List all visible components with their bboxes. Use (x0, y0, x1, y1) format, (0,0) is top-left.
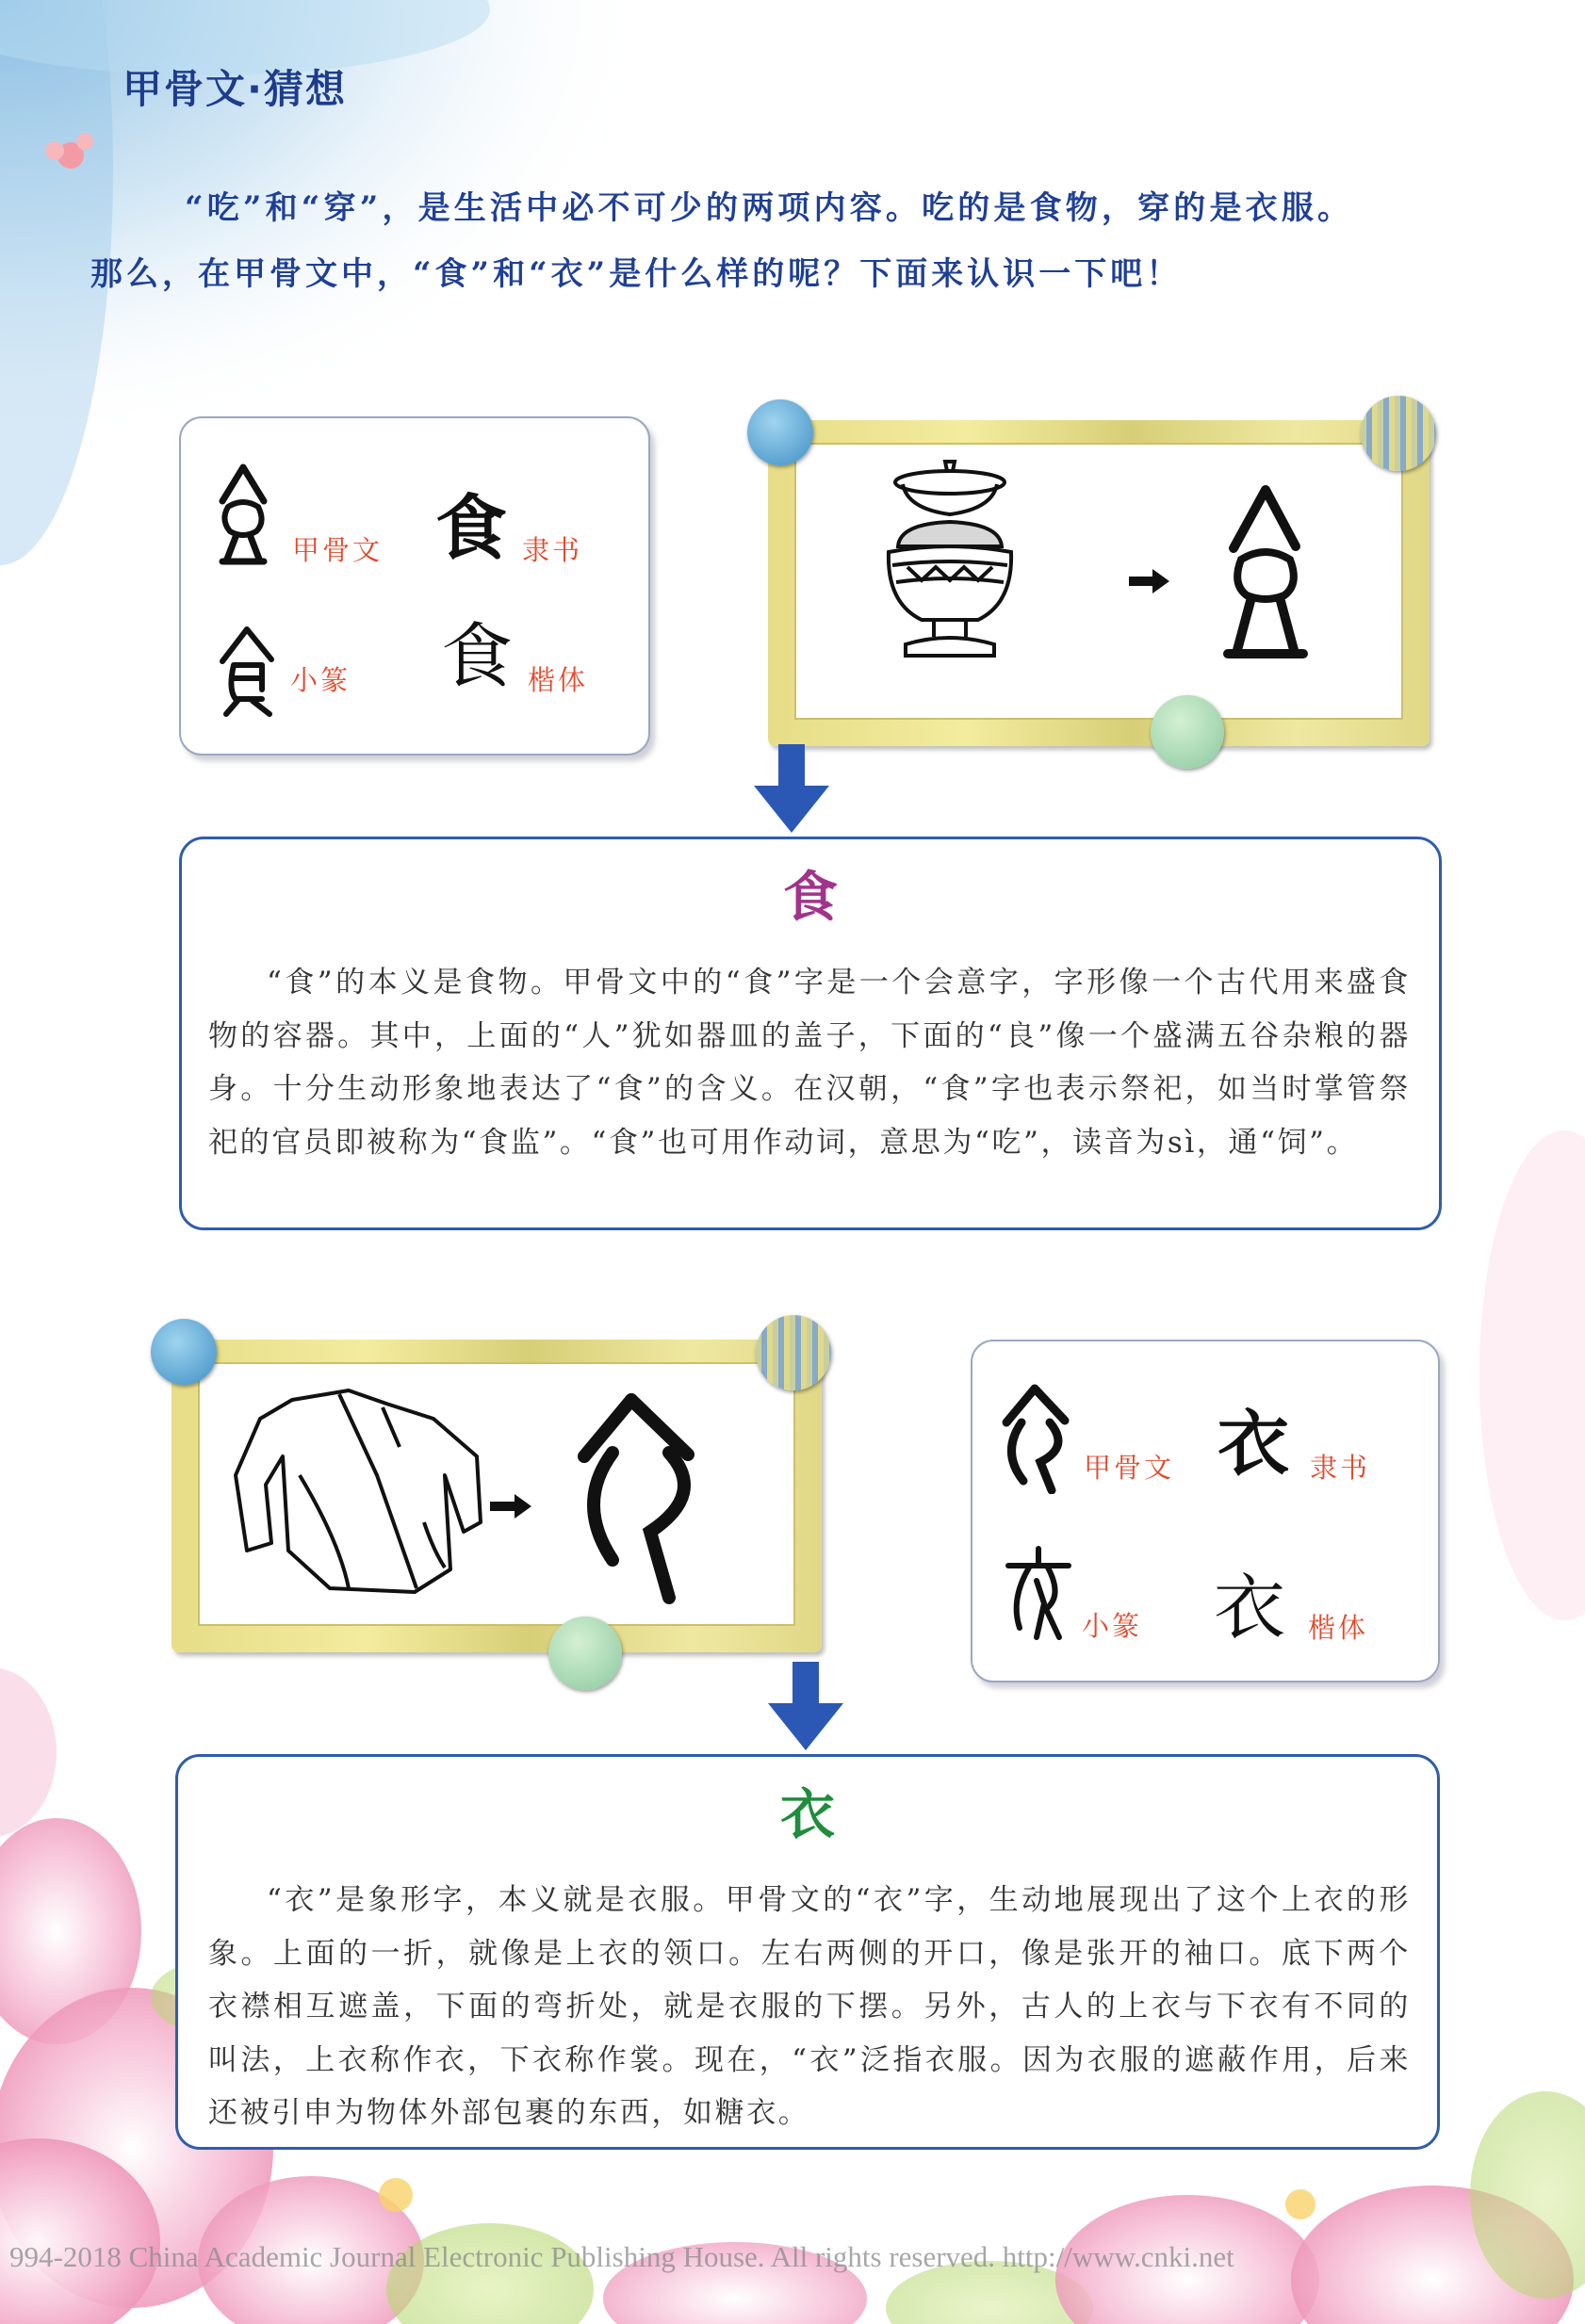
shi-illustration (794, 443, 1399, 716)
yi-seal-label: 小篆 (1082, 1610, 1143, 1642)
button-deco-green (1151, 695, 1224, 769)
shi-regular-glyph: 食 (441, 614, 513, 698)
yi-regular-glyph: 衣 (1214, 1566, 1285, 1650)
button-deco-blue (747, 399, 813, 465)
shi-picture-frame (768, 420, 1430, 746)
intro-paragraph: “吃”和“穿”，是生活中必不可少的两项内容。吃的是食物，穿的是衣服。那么，在甲骨文中，“食”和“衣”是什么样的呢？下面来认识一下吧！ (90, 189, 1353, 293)
shi-oracle-label: 甲骨文 (292, 534, 384, 566)
arrow-right-icon (490, 1494, 531, 1519)
page-title: 甲骨文·猜想 (123, 66, 347, 112)
shi-clerical-label: 隶书 (522, 534, 583, 566)
yi-regular-label: 楷体 (1308, 1612, 1369, 1644)
robe-drawing (236, 1390, 481, 1592)
yi-seal-glyph (1001, 1543, 1076, 1647)
shi-regular-label: 楷体 (528, 664, 589, 696)
yi-glyph-card (971, 1340, 1440, 1682)
yi-oracle-label: 甲骨文 (1084, 1452, 1175, 1484)
button-deco-green (548, 1617, 622, 1690)
shi-description-box (179, 837, 1442, 1230)
button-deco-striped (1361, 396, 1436, 471)
arrow-right-icon (1129, 569, 1169, 593)
yi-title: 衣 (779, 1782, 835, 1846)
yi-oracle-glyph (997, 1381, 1072, 1494)
yi-down-arrow-icon (768, 1662, 843, 1756)
shi-description-text: “食”的本义是食物。甲骨文中的“食”字是一个会意字，字形像一个古代用来盛食物的容器。其中，上面的“人”犹如器皿的盖子，下面的“良”像一个盛满五谷杂粮的器身。十分生动形象地表达了“食”的含义。在汉朝，“食”字也表示祭祀，如当时掌管祭祀的官员即被称为“食监”。“食”也可用作动词，意思为“吃”，读音为sì，通“饲”。 (208, 966, 1411, 1160)
yi-oracle-large-glyph (584, 1400, 688, 1598)
button-deco-striped (756, 1315, 831, 1390)
yi-illustration (198, 1362, 792, 1622)
yi-clerical-label: 隶书 (1310, 1452, 1371, 1484)
shi-clerical-glyph: 食 (435, 486, 507, 570)
copyright-footer: 994-2018 China Academic Journal Electronic Publishing House. All rights reserved. http://www.cnki.net (9, 2240, 1234, 2273)
shi-seal-label: 小篆 (290, 664, 351, 696)
shi-down-arrow-icon (754, 744, 829, 838)
shi-seal-glyph (215, 624, 281, 718)
food-vessel-drawing (889, 462, 1011, 656)
shi-title: 食 (782, 865, 838, 929)
yi-description-box (175, 1754, 1440, 2150)
yi-clerical-glyph: 衣 (1217, 1402, 1289, 1486)
yi-picture-frame (172, 1340, 822, 1652)
button-deco-blue (151, 1319, 217, 1385)
shi-glyph-card (179, 416, 650, 756)
shi-oracle-glyph (215, 463, 271, 567)
shi-oracle-large-glyph (1228, 490, 1303, 654)
yi-description-text: “衣”是象形字，本义就是衣服。甲骨文的“衣”字，生动地展现出了这个上衣的形象。上面的一折，就像是上衣的领口。左右两侧的开口，像是张开的袖口。底下两个衣襟相互遮盖，下面的弯折处，就是衣服的下摆。另外，古人的上衣与下衣有不同的叫法，上衣称作衣，下衣称作裳。现在，“衣”泛指衣服。因为衣服的遮蔽作用，后来还被引申为物体外部包裹的东西，如糖衣。 (208, 1883, 1411, 2130)
